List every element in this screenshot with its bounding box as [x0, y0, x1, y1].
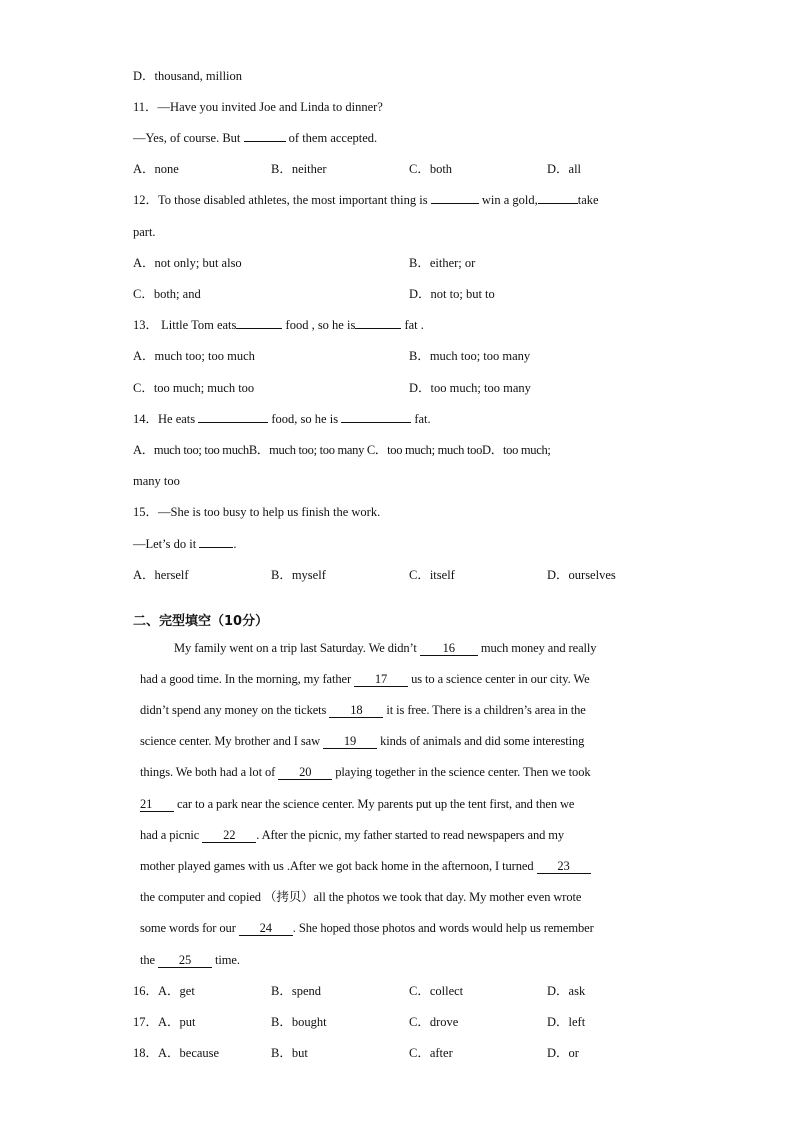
q18-option-d[interactable]: D．or [547, 1046, 579, 1060]
passage-text: had a good time. In the morning, my father [140, 672, 352, 686]
q13-stem-b: food , so he is [285, 318, 356, 332]
q15-option-b[interactable]: B．myself [271, 568, 326, 582]
q15-reply-text: —Let’s do it [133, 537, 197, 551]
blank-20[interactable]: 20 [278, 765, 332, 780]
q15-reply-end: . [233, 537, 237, 551]
passage-line-9: the computer and copied （拷贝）all the photos we took that day. My mother even wrote [140, 890, 582, 904]
q15-option-c[interactable]: C．itself [409, 568, 455, 582]
passage-text: it is free. There is a children’s area in the [386, 703, 586, 717]
blank-24[interactable]: 24 [239, 921, 293, 936]
q11-option-d[interactable]: D．all [547, 162, 582, 176]
blank-25[interactable]: 25 [158, 953, 212, 968]
passage-text: had a picnic [140, 828, 200, 842]
q15-stem: 15．—She is too busy to help us finish the work. [133, 505, 381, 519]
q17-option-d[interactable]: D．left [547, 1015, 586, 1029]
passage-text: the [140, 953, 155, 967]
q16-option-a[interactable]: 16．A．get [133, 984, 195, 998]
q13-option-c[interactable]: C．too much; much too [133, 381, 255, 395]
q12-stem-a: 12．To those disabled athletes, the most important thing is [133, 193, 428, 207]
q11-option-c[interactable]: C．both [409, 162, 453, 176]
q14-options[interactable]: A．much too; too muchB．much too; too many C．too much; much tooD．too much; [133, 443, 551, 457]
q12-option-c[interactable]: C．both; and [133, 287, 201, 301]
q14-blank-2 [341, 422, 411, 423]
q13-stem [133, 317, 424, 333]
blank-17[interactable]: 17 [354, 672, 408, 687]
q11-reply-a: —Yes, of course. But [133, 131, 241, 145]
passage-text: My family went on a trip last Saturday. We didn’t [174, 641, 417, 655]
q11-reply [133, 130, 377, 146]
q14-blank-1 [198, 422, 268, 423]
passage-line-5 [140, 764, 591, 780]
q14-stem-c: fat. [414, 412, 431, 426]
q14-stem-a: 14．He eats [133, 412, 196, 426]
q12-option-d[interactable]: D．not to; but to [409, 287, 495, 301]
passage-text: us to a science center in our city. We [411, 672, 590, 686]
q18-option-b[interactable]: B．but [271, 1046, 308, 1060]
q12-blank-1 [431, 203, 479, 204]
passage-text: some words for our [140, 921, 236, 935]
passage-text: . She hoped those photos and words would help us remember [292, 921, 594, 935]
blank-18[interactable]: 18 [329, 703, 383, 718]
q12-stem [133, 192, 599, 208]
q16-option-c[interactable]: C．collect [409, 984, 464, 998]
passage-text: mother played games with us .After we got back home in the afternoon, I turned [140, 859, 534, 873]
q12-stem-c: take [577, 193, 599, 207]
passage-line-11 [140, 952, 240, 968]
q17-option-a[interactable]: 17．A．put [133, 1015, 196, 1029]
blank-23[interactable]: 23 [537, 859, 591, 874]
q14-stem-b: food, so he is [271, 412, 339, 426]
q13-option-a[interactable]: A．much too; too much [133, 349, 255, 363]
blank-16[interactable]: 16 [420, 641, 478, 656]
passage-line-1 [174, 640, 596, 656]
q13-blank-1 [236, 328, 282, 329]
passage-line-6 [140, 796, 574, 812]
passage-line-8 [140, 858, 591, 874]
passage-line-3 [140, 702, 586, 718]
passage-text: didn’t spend any money on the tickets [140, 703, 327, 717]
passage-line-7 [140, 827, 564, 843]
passage-text: car to a park near the science center. My parents put up the tent first, and then we [177, 797, 575, 811]
passage-text: kinds of animals and did some interesting [380, 734, 585, 748]
q17-option-b[interactable]: B．bought [271, 1015, 327, 1029]
q10-option-d: D．thousand, million [133, 69, 243, 83]
q13-stem-c: fat . [404, 318, 424, 332]
q12-stem-wrap: part. [133, 225, 156, 239]
passage-text: much money and really [480, 641, 597, 655]
q18-option-c[interactable]: C．after [409, 1046, 453, 1060]
q15-option-a[interactable]: A．herself [133, 568, 189, 582]
blank-21[interactable]: 21 [140, 797, 174, 812]
passage-line-4 [140, 733, 584, 749]
passage-text: . After the picnic, my father started to read newspapers and my [256, 828, 565, 842]
q15-blank [199, 547, 233, 548]
passage-text: science center. My brother and I saw [140, 734, 321, 748]
q14-stem [133, 411, 431, 427]
q11-option-b[interactable]: B．neither [271, 162, 327, 176]
passage-line-10 [140, 920, 594, 936]
q17-option-c[interactable]: C．drove [409, 1015, 459, 1029]
passage-text: time. [215, 953, 240, 967]
q11-reply-b: of them accepted. [288, 131, 378, 145]
q13-option-b[interactable]: B．much too; too many [409, 349, 531, 363]
blank-22[interactable]: 22 [202, 828, 256, 843]
q12-option-a[interactable]: A．not only; but also [133, 256, 242, 270]
q12-blank-2 [538, 203, 578, 204]
q15-reply [133, 536, 236, 552]
q13-stem-a: 13． Little Tom eats [133, 318, 237, 332]
q15-option-d[interactable]: D．ourselves [547, 568, 616, 582]
q16-option-d[interactable]: D．ask [547, 984, 586, 998]
q12-stem-b: win a gold, [481, 193, 538, 207]
passage-text: playing together in the science center. Then we took [335, 765, 591, 779]
q14-options-wrap: many too [133, 474, 180, 488]
q18-option-a[interactable]: 18．A．because [133, 1046, 220, 1060]
blank-19[interactable]: 19 [323, 734, 377, 749]
q11-option-a[interactable]: A．none [133, 162, 179, 176]
q11-blank [244, 141, 286, 142]
q16-option-b[interactable]: B．spend [271, 984, 322, 998]
q13-option-d[interactable]: D．too much; too many [409, 381, 531, 395]
q11-stem: 11．—Have you invited Joe and Linda to dinner? [133, 100, 383, 114]
passage-text: things. We both had a lot of [140, 765, 276, 779]
q12-option-b[interactable]: B．either; or [409, 256, 476, 270]
passage-line-2 [140, 671, 590, 687]
section-title: 二、完型填空（10分） [133, 614, 269, 629]
q13-blank-2 [355, 328, 401, 329]
